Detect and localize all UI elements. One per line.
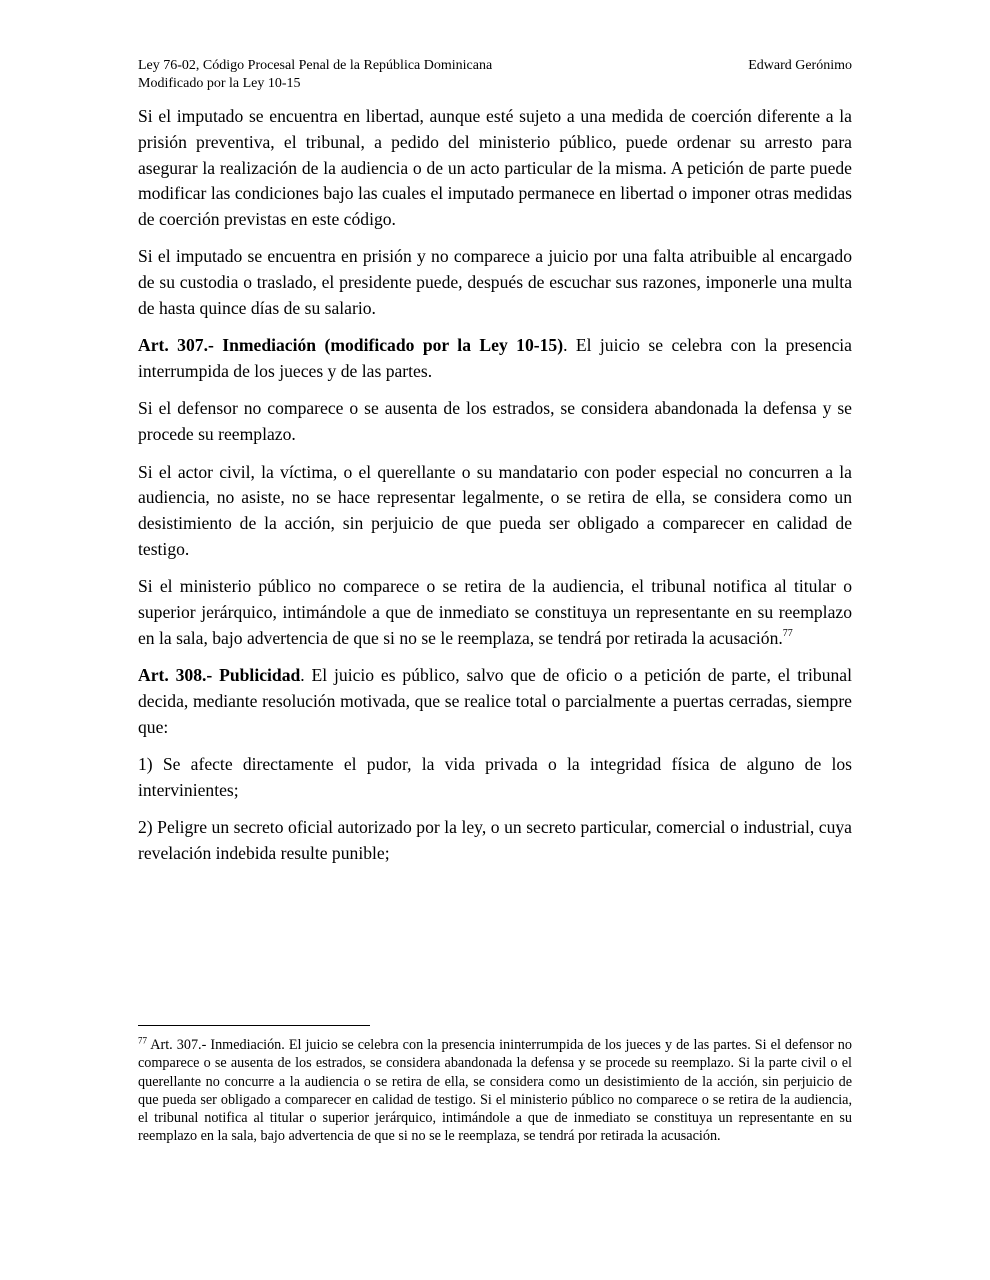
footnote-number: 77 <box>138 1035 147 1046</box>
article-308-heading: Art. 308.- Publicidad <box>138 665 301 686</box>
document-page <box>138 57 852 878</box>
paragraph-ministerio-publico <box>138 574 852 651</box>
paragraph-art-307 <box>138 333 852 385</box>
header-left <box>138 57 492 93</box>
article-308-text: . El juicio es público, salvo que de oficio o a petición de parte, el tribunal decida, mediante resolución motivada, que se realice total o parcialmente a puertas cerradas, siempre que: <box>138 665 853 737</box>
list-item-1: 1) Se afecte directamente el pudor, la vida privada o la integridad física de alguno de los intervinientes; <box>138 754 852 800</box>
paragraph-defensor: Si el defensor no comparece o se ausenta de los estrados, se considera abandonada la defensa y se procede su reemplazo. <box>138 398 852 445</box>
paragraph-actor-civil: Si el actor civil, la víctima, o el querellante o su mandatario con poder especial no concurren a la audiencia, no asiste, no se hace representar legalmente, o se retira de ella, se considera como un desistimiento de la acción, sin perjuicio de que pueda ser obligado a comparecer en calidad de testigo. <box>138 461 852 559</box>
footnote-reference[interactable]: 77 <box>782 627 793 639</box>
paragraph-imputado-prision: Si el imputado se encuentra en prisión y no comparece a juicio por una falta atribuible al encargado de su custodia o traslado, el presidente puede, después de escuchar sus razones, imponerle una multa de hasta quince días de su salario. <box>138 246 852 319</box>
list-item-2: 2) Peligre un secreto oficial autorizado por la ley, o un secreto particular, comercial o industrial, cuya revelación indebida resulte punible; <box>138 817 852 863</box>
running-header <box>138 57 852 93</box>
paragraph-imputado-libertad: Si el imputado se encuentra en libertad, aunque esté sujeto a una medida de coerción diferente a la prisión preventiva, el tribunal, a pedido del ministerio público, puede ordenar su arresto para asegurar la realización de la audiencia o de un acto particular de la misma. A petición de parte puede modificar las condiciones bajo las cuales el imputado permanece en libertad o imponer otras medidas de coerción previstas en este código. <box>138 106 852 230</box>
header-law-title: Ley 76-02, Código Procesal Penal de la República Dominicana <box>138 58 493 73</box>
header-author: Edward Gerónimo <box>748 58 852 73</box>
footnote-text: Art. 307.- Inmediación. El juicio se celebra con la presencia ininterrumpida de los jueces y de las partes. Si el defensor no comparece o se ausenta de los estrados, se considera abandonada la defensa y se procede su reemplazo. Si la parte civil o el querellante no concurre a la audiencia o se retira de ella, se considera como un desistimiento de la acción, sin perjuicio de que pueda ser obligado a comparecer en calidad de testigo. Si el ministerio público no comparece o se retira de la audiencia, el tribunal notifica al titular o superior jerárquico, intimándole a que de inmediato se constituya un representante en su reemplazo en la sala, bajo advertencia de que si no se le reemplaza, se tendrá por retirada la acusación. <box>138 1037 852 1145</box>
article-307-heading: Art. 307.- Inmediación (modificado por la Ley 10-15) <box>138 335 564 356</box>
document-body <box>138 104 852 867</box>
footnote <box>138 1036 852 1146</box>
article-307-text: . El juicio se celebra con la presencia interrumpida de los jueces y de las partes. <box>138 335 852 382</box>
ministerio-publico-text: Si el ministerio público no comparece o se retira de la audiencia, el tribunal notifica al titular o superior jerárquico, intimándole a que de inmediato se constituya un representante en su reemplazo en la sala, bajo advertencia de que si no se le reemplaza, se tendrá por retirada la acusación. <box>138 576 852 648</box>
footnote-separator <box>138 1025 370 1026</box>
header-law-modification: Modificado por la Ley 10-15 <box>138 76 301 91</box>
paragraph-art-308 <box>138 663 852 740</box>
